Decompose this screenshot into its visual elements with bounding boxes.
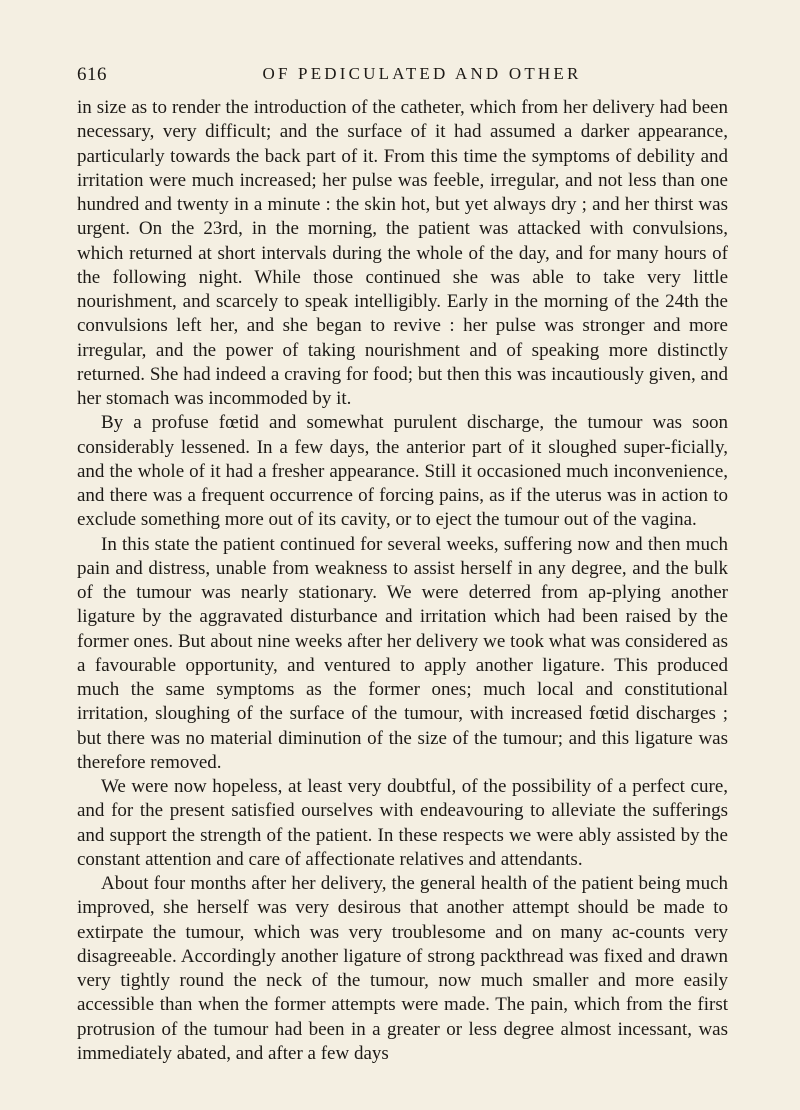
- paragraph: We were now hopeless, at least very doubtful, of the possibility of a perfect cure, and for the present satisfied ourselves with endeavouring to alleviate the sufferings and support the strength of the patient. In these respects we were ably assisted by the constant attention and care of affectionate relatives and attendants.: [77, 776, 728, 870]
- page-number: 616: [77, 64, 107, 85]
- paragraph: About four months after her delivery, the general health of the patient being much improved, she herself was very desirous that another attempt should be made to extirpate the tumour, which was very troublesome and on many ac-counts very disagreeable. Accordingly another ligature of strong packthread was fixed and drawn very tightly round the neck of the tumour, now much smaller and more easily accessible than when the former attempts were made. The pain, which from the first protrusion of the tumour had been in a greater or less degree almost incessant, was immediately abated, and after a few days: [77, 873, 728, 1064]
- paragraph: in size as to render the introduction of the catheter, which from her delivery had been necessary, very difficult; and the surface of it had assumed a darker appearance, particularly towards the back part of it. From this time the symptoms of debility and irritation were much increased; her pulse was feeble, irregular, and not less than one hundred and twenty in a minute : the skin hot, but yet always dry ; and her thirst was urgent. On the 23rd, in the morning, the patient was attacked with convulsions, which returned at short intervals during the whole of the day, and for many hours of the following night. While those continued she was able to take very little nourishment, and scarcely to speak intelligibly. Early in the morning of the 24th the convulsions left her, and she began to revive : her pulse was stronger and more irregular, and the power of taking nourishment and of speaking more distinctly returned. She had indeed a craving for food; but then this was incautiously given, and her stomach was incommoded by it.: [77, 97, 728, 409]
- paragraph: In this state the patient continued for several weeks, suffering now and then much pain and distress, unable from weakness to assist herself in any degree, and the bulk of the tumour was nearly stationary. We were deterred from ap-plying another ligature by the aggravated disturbance and irritation which had been raised by the former ones. But about nine weeks after her delivery we took what was considered as a favourable opportunity, and ventured to apply another ligature. This produced much the same symptoms as the former ones; much local and constitutional irritation, sloughing of the surface of the tumour, with increased fœtid discharges ; but there was no material diminution of the size of the tumour; and this ligature was therefore removed.: [77, 533, 728, 773]
- running-head: OF PEDICULATED AND OTHER: [262, 64, 582, 83]
- body-text: [77, 96, 728, 1066]
- paragraph: By a profuse fœtid and somewhat purulent discharge, the tumour was soon considerably lessened. In a few days, the anterior part of it sloughed super-ficially, and the whole of it had a fresher appearance. Still it occasioned much inconvenience, and there was a frequent occurrence of forcing pains, as if the uterus was in action to exclude something more out of its cavity, or to eject the tumour out of the vagina.: [77, 412, 728, 531]
